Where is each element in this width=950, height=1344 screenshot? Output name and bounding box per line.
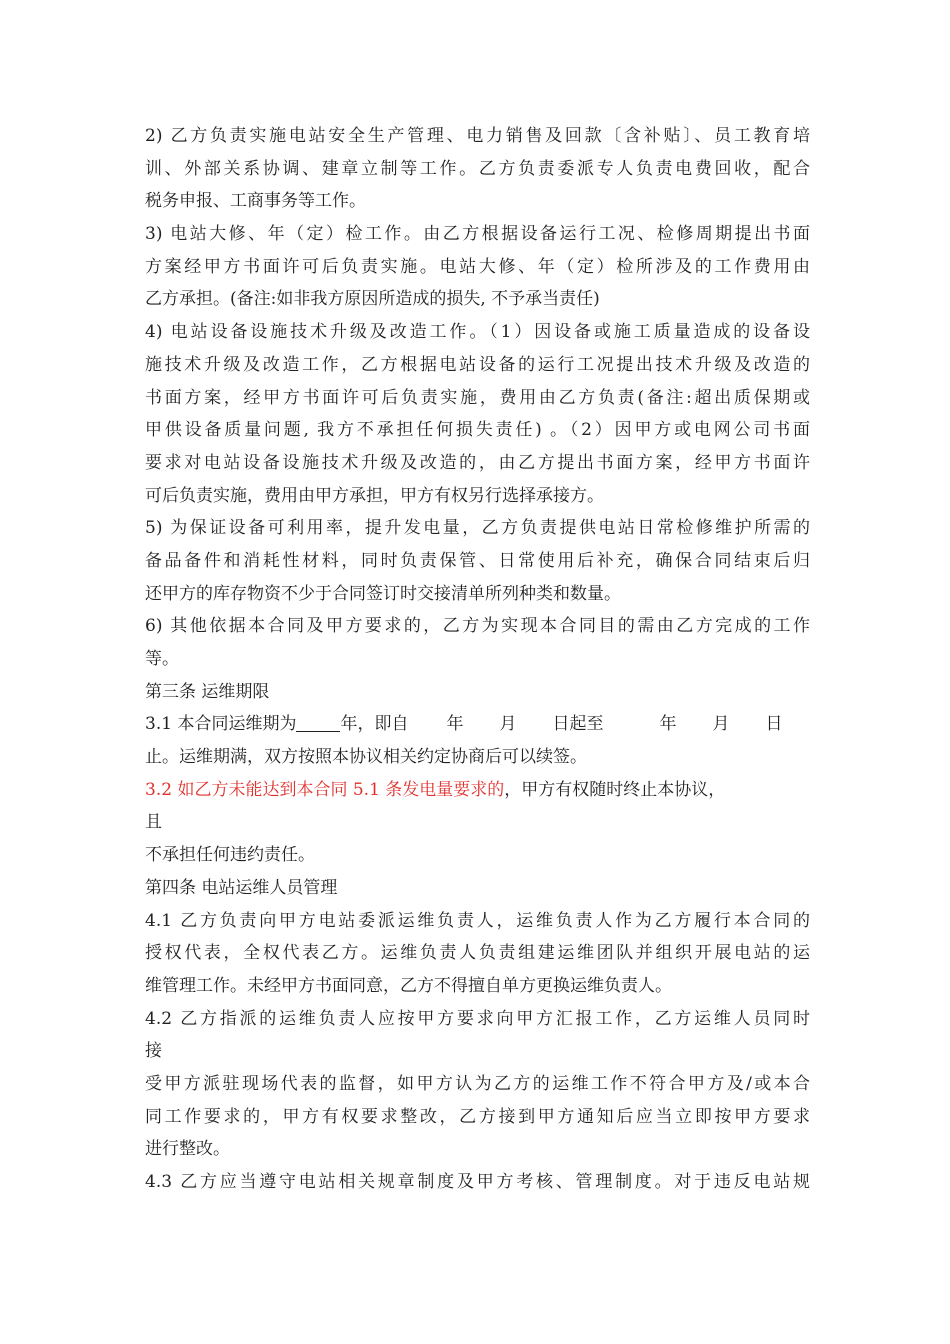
clause-3-2-highlight: 如乙方未能达到本合同 5.1 条发电量要求的	[177, 779, 505, 800]
text-line: 税务申报、工商事务等工作。	[145, 191, 366, 212]
clause-3-2-line	[145, 774, 810, 807]
term-text-1: 年，即自	[340, 714, 409, 735]
term-prefix: 3.1 本合同运维期为	[145, 714, 297, 735]
text-line: 等。	[145, 649, 179, 669]
text-line: 止。运维期满，双方按照本协议相关约定协商后可以续签。	[145, 747, 587, 768]
text-line: 还甲方的库存物资不少于合同签订时交接清单所列种类和数量。	[145, 583, 621, 604]
clause-block-3	[145, 806, 810, 1198]
clause-block-1	[145, 120, 810, 708]
text-line: 乙方承担。(备注:如非我方原因所造成的损失, 不予承当责任)	[145, 289, 600, 310]
text-line: 施技术升级及改造工作，乙方根据电站设备的运行工况提出技术升级及改造的	[145, 354, 810, 375]
term-text-2: 年	[446, 714, 464, 735]
term-text-4: 日起至	[552, 714, 604, 735]
text-line: 备品备件和消耗性材料，同时负责保管、日常使用后补充，确保合同结束后归	[145, 550, 810, 571]
clause-3-2-rest: ，甲方有权随时终止本协议，	[504, 779, 726, 800]
text-line: 受甲方派驻现场代表的监督，如甲方认为乙方的运维工作不符合甲方及/或本合	[145, 1073, 810, 1094]
text-line: 方案经甲方书面许可后负责实施。电站大修、年（定）检所涉及的工作费用由	[145, 256, 810, 277]
term-years-blank[interactable]	[296, 711, 340, 732]
text-line: 第三条 运维期限	[145, 681, 270, 702]
text-line: 训、外部关系协调、建章立制等工作。乙方负责委派专人负责电费回收，配合	[145, 158, 810, 179]
text-line: 维管理工作。未经甲方书面同意，乙方不得擅自单方更换运维负责人。	[145, 975, 672, 996]
text-line: 接	[145, 1041, 162, 1062]
text-line: 4.1 乙方负责向甲方电站委派运维负责人，运维负责人作为乙方履行本合同的	[145, 910, 810, 931]
clause-block-2	[145, 741, 810, 774]
text-line: 4.2 乙方指派的运维负责人应按甲方要求向甲方汇报工作，乙方运维人员同时	[145, 1008, 810, 1029]
term-line	[145, 708, 810, 741]
clause-3-2-number: 3.2	[145, 779, 178, 800]
text-line: 6) 其他依据本合同及甲方要求的，乙方为实现本合同目的需由乙方完成的工作	[145, 616, 810, 637]
text-line: 同工作要求的，甲方有权要求整改，乙方接到甲方通知后应当立即按甲方要求	[145, 1106, 810, 1127]
text-line: 要求对电站设备设施技术升级及改造的，由乙方提出书面方案，经甲方书面许	[145, 452, 810, 473]
text-line: 进行整改。	[145, 1139, 230, 1160]
document-page	[145, 120, 810, 1199]
text-line: 3) 电站大修、年（定）检工作。由乙方根据设备运行工况、检修周期提出书面	[145, 224, 810, 245]
term-text-6: 月	[712, 714, 730, 735]
term-text-5: 年	[659, 714, 677, 735]
text-line: 5) 为保证设备可利用率，提升发电量，乙方负责提供电站日常检修维护所需的	[145, 518, 810, 539]
text-line: 4.3 乙方应当遵守电站相关规章制度及甲方考核、管理制度。对于违反电站规	[145, 1172, 810, 1192]
text-line: 不承担任何违约责任。	[145, 845, 315, 866]
term-text-7: 日	[765, 714, 783, 735]
text-line: 且	[145, 812, 162, 833]
text-line: 授权代表，全权代表乙方。运维负责人负责组建运维团队并组织开展电站的运	[145, 943, 810, 964]
text-line: 书面方案，经甲方书面许可后负责实施，费用由乙方负责(备注:超出质保期或	[145, 387, 810, 408]
text-line: 甲供设备质量问题, 我方不承担任何损失责任) 。（2）因甲方或电网公司书面	[145, 420, 810, 441]
text-line: 第四条 电站运维人员管理	[145, 877, 338, 898]
text-line: 4) 电站设备设施技术升级及改造工作。（1）因设备或施工质量造成的设备设	[145, 322, 810, 343]
text-line: 可后负责实施，费用由甲方承担，甲方有权另行选择承接方。	[145, 485, 604, 506]
term-text-3: 月	[499, 714, 517, 735]
text-line: 2) 乙方负责实施电站安全生产管理、电力销售及回款〔含补贴〕、员工教育培	[145, 126, 810, 146]
